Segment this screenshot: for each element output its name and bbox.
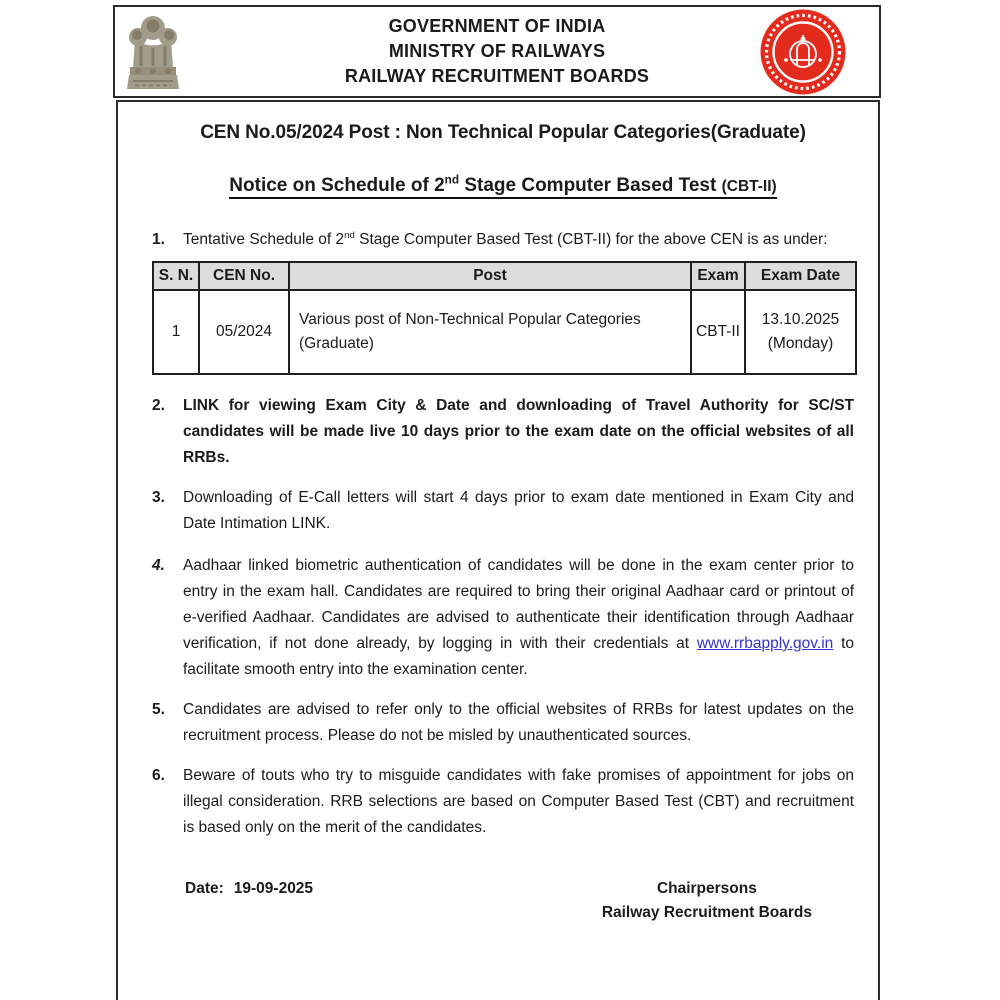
rrbapply-link[interactable]: www.rrbapply.gov.in <box>696 635 834 652</box>
notice-heading-row <box>152 175 854 197</box>
notice-heading <box>229 175 776 199</box>
signature-line-1: Chairpersons <box>656 880 757 897</box>
org-line-3: RAILWAY RECRUITMENT BOARDS <box>344 66 650 86</box>
cell-post: Various post of Non-Technical Popular Categories (Graduate) <box>289 290 691 374</box>
list-item-5 <box>152 697 854 749</box>
org-line-1: GOVERNMENT OF INDIA <box>388 16 606 36</box>
signature-block <box>602 877 812 925</box>
cell-exam: CBT-II <box>691 290 745 374</box>
list-item-3 <box>152 485 854 537</box>
notice-body <box>116 100 880 1000</box>
notice-heading-ordinal: nd <box>444 173 460 187</box>
item-3-text: Downloading of E-Call letters will start 4 days prior to exam date mentioned in Exam City and Date Intimation LINK. <box>183 489 854 532</box>
col-header-sn: S. N. <box>153 262 199 290</box>
cell-exam-date: 13.10.2025 (Monday) <box>745 290 856 374</box>
notice-heading-mid: Stage Computer Based Test <box>459 175 722 196</box>
cen-title: CEN No.05/2024 Post : Non Technical Popular Categories(Graduate) <box>200 122 806 143</box>
col-header-exam-date: Exam Date <box>745 262 856 290</box>
item-3-number: 3. <box>152 489 165 506</box>
item-1-text <box>183 227 854 253</box>
list-item-6 <box>152 763 854 841</box>
item-2-number: 2. <box>152 397 165 414</box>
exam-schedule-table <box>152 261 857 375</box>
list-item-2 <box>152 393 854 471</box>
footer-row <box>152 877 854 925</box>
indian-railways-logo-icon <box>759 8 847 96</box>
signature-line-2: Railway Recruitment Boards <box>601 904 812 921</box>
letterhead <box>113 5 881 98</box>
item-1-ordinal: nd <box>344 229 355 241</box>
date-value: 19-09-2025 <box>233 880 314 897</box>
notice-date <box>185 877 313 925</box>
col-header-cen-no: CEN No. <box>199 262 289 290</box>
item-2-text: LINK for viewing Exam City & Date and downloading of Travel Authority for SC/ST candidates will be made live 10 days prior to the exam date on the official websites of all RRBs. <box>183 397 854 466</box>
list-item-1 <box>152 227 854 253</box>
list-item-4 <box>152 553 854 683</box>
date-label: Date: <box>185 880 224 897</box>
col-header-exam: Exam <box>691 262 745 290</box>
notice-heading-cbt-tag: (CBT-II) <box>721 178 777 195</box>
item-6-number: 6. <box>152 767 165 784</box>
item-4-text-pre: Aadhaar linked biometric authentication of candidates will be done in the exam center prior to entry in the exam hall. Candidates are required to bring their original Aadhaar card or printout of e-verified Aadhaar. Candidates are advised to authenticate their identification through Aadhaar verification, if not done already, by logging in with their credentials at <box>183 557 854 652</box>
item-6-text: Beware of touts who try to misguide candidates with fake promises of appointment for jobs on illegal consideration. RRB selections are based on Computer Based Test (CBT) and recruitment is based only on the merit of the candidates. <box>183 767 854 836</box>
item-1-text-post: Stage Computer Based Test (CBT-II) for the above CEN is as under: <box>354 231 828 248</box>
notice-heading-pre: Notice on Schedule of 2 <box>229 175 445 196</box>
item-4-text-post: to facilitate smooth entry into the examination center. <box>183 635 854 678</box>
table-row <box>153 290 856 374</box>
table-header-row <box>153 262 856 290</box>
item-1-number: 1. <box>152 231 165 248</box>
col-header-post: Post <box>289 262 691 290</box>
item-5-number: 5. <box>152 701 165 718</box>
org-line-2: MINISTRY OF RAILWAYS <box>388 41 606 61</box>
item-4-text <box>183 553 854 683</box>
item-5-text: Candidates are advised to refer only to the official websites of RRBs for latest updates on the recruitment process. Please do not be misled by unauthenticated sources. <box>183 701 854 744</box>
item-4-number: 4. <box>152 557 165 574</box>
item-1-text-pre: Tentative Schedule of 2 <box>183 231 345 248</box>
cell-cen-no: 05/2024 <box>199 290 289 374</box>
cell-sn: 1 <box>153 290 199 374</box>
